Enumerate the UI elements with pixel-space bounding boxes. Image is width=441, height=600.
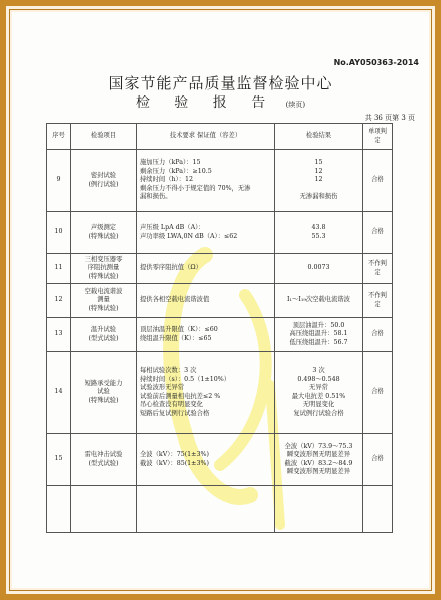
table-row <box>47 212 393 254</box>
header-item: 检验项目 <box>71 124 137 150</box>
row-number: 10 <box>47 212 71 254</box>
row-result-line: 最大电抗差 0.51% <box>291 392 346 400</box>
row-requirement <box>137 212 275 254</box>
row-item-line: (型式试验) <box>88 459 119 467</box>
blank-cell <box>275 486 363 533</box>
row-number: 15 <box>47 434 71 486</box>
row-number: 13 <box>47 318 71 352</box>
row-result-line: 截波（kV）83.2～84.9 <box>284 459 353 467</box>
page-info: 共 36 页第 3 页 <box>364 114 415 122</box>
inspection-table <box>46 123 393 533</box>
blank-cell <box>71 486 137 533</box>
row-item <box>71 318 137 352</box>
row-result-line: 无渗漏和损伤 <box>299 193 338 201</box>
row-requirement <box>137 318 275 352</box>
row-result <box>275 434 363 486</box>
row-result-line: 瞬变波形图无明显差异 <box>287 468 350 475</box>
row-requirement-line: 绕组温升限值（K）：≤65 <box>140 334 212 342</box>
header-verdict: 单项判定 <box>363 124 393 150</box>
row-result <box>275 318 363 352</box>
row-item <box>71 212 137 254</box>
row-result-line: 无异常 <box>309 384 328 391</box>
row-item-line: 雷电冲击试验 <box>84 451 123 458</box>
row-verdict: 合格 <box>363 352 393 434</box>
row-requirement-line: 试验前后测量相电抗差≤2 % <box>140 392 221 400</box>
row-result-line <box>278 185 359 194</box>
row-requirement-line: 漏和损伤。 <box>140 193 172 201</box>
table-row <box>47 150 393 212</box>
header-no: 序号 <box>47 124 71 150</box>
blank-cell <box>137 486 275 533</box>
row-requirement <box>137 352 275 434</box>
report-continuation-label: (续页) <box>285 101 306 109</box>
row-number: 12 <box>47 284 71 318</box>
row-requirement <box>137 150 275 212</box>
row-verdict: 合格 <box>363 150 393 212</box>
row-item-line: 三相变压器零 <box>84 255 123 263</box>
row-verdict: 合格 <box>363 434 393 486</box>
row-result-line: 低压绕组温升：56.7 <box>289 338 348 346</box>
row-verdict: 合格 <box>363 212 393 254</box>
row-item-line: (型式试验) <box>88 334 119 342</box>
row-item <box>71 150 137 212</box>
row-result-line: 全波（kV）73.9～75.3 <box>284 442 353 450</box>
row-requirement-line: 全波（kV）：75(1±3%) <box>140 451 209 458</box>
row-item-line: (特殊试验) <box>88 272 119 280</box>
header-result: 检验结果 <box>275 124 363 150</box>
row-number: 14 <box>47 352 71 434</box>
row-requirement-line: 截波（kV）：85(1±3%) <box>140 459 209 467</box>
row-result <box>275 254 363 284</box>
row-requirement-line: 试验波形无异常 <box>140 384 185 391</box>
row-item-line: (特殊试验) <box>88 232 119 240</box>
row-result-line: 15 <box>314 159 323 167</box>
row-item-line: (例行试验) <box>88 180 119 188</box>
row-requirement-line: 剩余压力（kPa）：≥10.5 <box>140 167 212 175</box>
row-result-line: I₁～I₁₉次空载电流谐波 <box>287 296 350 304</box>
row-item <box>71 254 137 284</box>
row-result-line: 3 次 <box>312 367 325 374</box>
row-result-line: 顶层油温升：50.0 <box>292 321 345 329</box>
blank-cell <box>363 486 393 533</box>
row-result <box>275 150 363 212</box>
table-row <box>47 318 393 352</box>
row-item <box>71 434 137 486</box>
row-verdict: 合格 <box>363 318 393 352</box>
row-result-line: 0.498～0.548 <box>297 375 340 383</box>
row-requirement-line: 提供零序阻抗值（Ω） <box>140 264 202 272</box>
row-requirement <box>137 434 275 486</box>
row-item-line: (特殊试验) <box>88 396 119 404</box>
row-item-line: 空载电流谐波 <box>84 287 123 295</box>
row-item-line: 测量 <box>97 296 110 304</box>
organization-name: 国家节能产品质量监督检验中心 <box>108 74 333 92</box>
row-item-line: 温升试验 <box>90 326 117 333</box>
row-result-line: 12 <box>314 167 323 175</box>
row-requirement <box>137 254 275 284</box>
row-item <box>71 284 137 318</box>
row-result <box>275 352 363 434</box>
row-requirement-line: 持续时间（h）：12 <box>140 176 193 184</box>
row-requirement-line: 施加压力（kPa）：15 <box>140 159 201 167</box>
row-item <box>71 352 137 434</box>
table-row <box>47 284 393 318</box>
row-requirement <box>137 284 275 318</box>
row-requirement-line: 声功率级 LWA,0N dB（A）：≤62 <box>140 232 238 240</box>
row-result-line: 无明显变化 <box>302 401 335 408</box>
report-title-text: 检 验 报 告 <box>135 95 276 111</box>
header-requirement: 技术要求 保证值（容差） <box>137 124 275 150</box>
blank-row <box>47 486 393 533</box>
row-item-line: 声级测定 <box>90 224 117 231</box>
blank-cell <box>47 486 71 533</box>
row-result-line: 55.3 <box>311 232 326 240</box>
row-result-line: 0.0073 <box>307 264 330 272</box>
row-result-line: 高压绕组温升：58.1 <box>289 330 348 338</box>
row-result-line: 43.8 <box>311 224 326 231</box>
row-requirement-line: 提供各相空载电流谐波值 <box>140 296 210 304</box>
row-verdict: 不作判定 <box>363 254 393 284</box>
row-number: 11 <box>47 254 71 284</box>
row-result-line: 瞬变波形图无明显差异 <box>287 451 350 458</box>
row-number: 9 <box>47 150 71 212</box>
row-verdict: 不作判定 <box>363 284 393 318</box>
table-row <box>47 254 393 284</box>
table-header-row <box>47 124 393 150</box>
row-result-line: 12 <box>314 176 323 184</box>
row-item-line: 密封试验 <box>90 172 117 179</box>
row-requirement-line: 每相试验次数：3 次 <box>140 367 197 374</box>
document-number: No.AY050363-2014 <box>333 58 419 67</box>
table-row <box>47 352 393 434</box>
row-item-line: 序阻抗测量 <box>87 264 120 272</box>
row-item-line: 试验 <box>97 388 110 396</box>
row-requirement-line: 短路后复试例行试验合格 <box>140 409 210 417</box>
row-result <box>275 212 363 254</box>
row-item-line: (特殊试验) <box>88 304 119 312</box>
table-row <box>47 434 393 486</box>
row-result-line: 复试例行试验合格 <box>293 409 344 417</box>
row-result <box>275 284 363 318</box>
row-requirement-line: 剩余压力不得小于规定值的 70%，无渗 <box>140 184 251 192</box>
row-requirement-line: 顶层油温升限值（K）：≤60 <box>140 326 218 333</box>
row-item-line: 短路承受能力 <box>84 379 123 387</box>
row-requirement-line: 声压级 LpA dB（A）： <box>140 224 205 231</box>
row-requirement-line: 吊心检查没有明显变化 <box>140 401 203 408</box>
row-requirement-line: 持续时间（s）：0.5（1±10%） <box>140 375 231 383</box>
report-title <box>0 92 441 112</box>
